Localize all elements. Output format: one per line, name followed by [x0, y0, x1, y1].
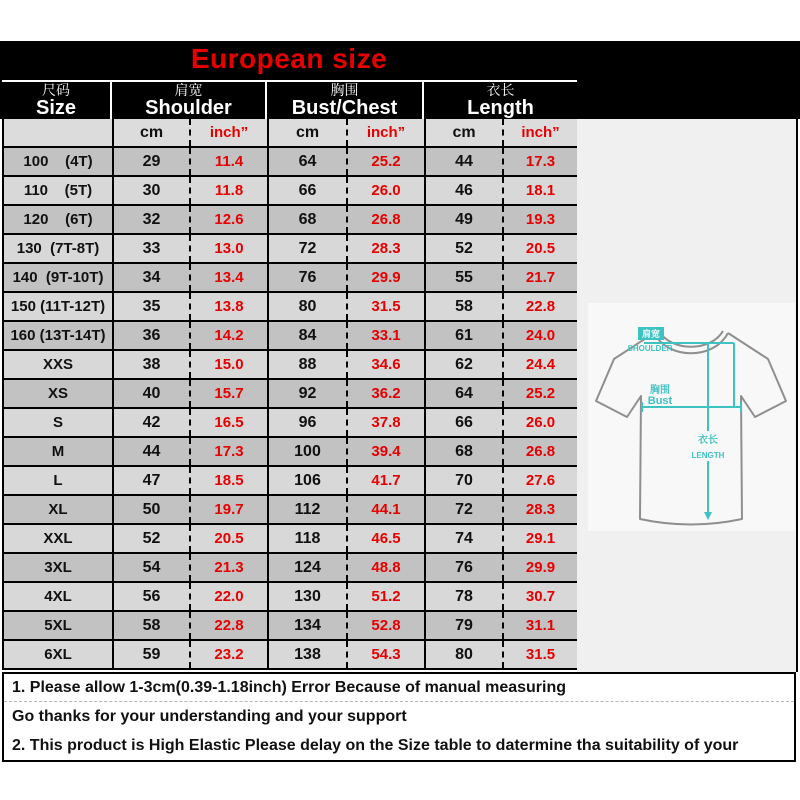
- inch-value-cell: 31.1: [502, 612, 577, 639]
- cm-value-cell: 49: [424, 206, 502, 233]
- size-cell: 160 (13T-14T): [10, 327, 106, 344]
- column-header-size-cn: 尺码: [42, 82, 70, 98]
- column-header-shoulder-cn: 肩宽: [174, 82, 203, 98]
- inch-value-cell: 51.2: [346, 583, 424, 610]
- inch-value-cell: 28.3: [346, 235, 424, 262]
- cm-value-cell: 54: [112, 554, 189, 581]
- inch-value-cell: 13.8: [189, 293, 267, 320]
- cm-value-cell: 52: [112, 525, 189, 552]
- inch-value-cell: 34.6: [346, 351, 424, 378]
- table-row: [4, 409, 579, 438]
- cm-value-cell: 76: [424, 554, 502, 581]
- inch-value-cell: 19.3: [502, 206, 577, 233]
- size-cell: 150 (11T-12T): [10, 298, 106, 315]
- inch-value-cell: 14.2: [189, 322, 267, 349]
- table-row: [4, 467, 579, 496]
- column-header-bust-cn: 胸围: [330, 82, 359, 98]
- notes-section: [2, 672, 796, 762]
- size-cell: XS: [47, 385, 68, 402]
- table-row: [4, 554, 579, 583]
- length-label-cn: 衣长: [698, 435, 718, 446]
- inch-value-cell: 46.5: [346, 525, 424, 552]
- size-cell: 130 (7T-8T): [16, 240, 100, 257]
- inch-value-cell: 27.6: [502, 467, 577, 494]
- shoulder-label-en: SHOULDER: [627, 344, 673, 353]
- inch-value-cell: 52.8: [346, 612, 424, 639]
- page-title: European size: [190, 43, 388, 74]
- column-header-size-en: Size: [35, 97, 77, 119]
- column-header-length-en: Length: [467, 97, 534, 119]
- cm-value-cell: 72: [267, 235, 346, 262]
- table-row: [4, 583, 579, 612]
- size-cell: XXS: [42, 356, 73, 373]
- table-row: [4, 206, 579, 235]
- size-cell: [4, 119, 112, 146]
- table-row: [4, 177, 579, 206]
- inch-value-cell: 13.0: [189, 235, 267, 262]
- inch-value-cell: 15.0: [189, 351, 267, 378]
- column-header-shoulder: [110, 82, 265, 119]
- size-cell: M: [51, 443, 65, 460]
- cm-value-cell: 47: [112, 467, 189, 494]
- cm-value-cell: 42: [112, 409, 189, 436]
- inch-value-cell: 23.2: [189, 641, 267, 668]
- size-cell: S: [52, 414, 63, 431]
- cm-value-cell: 80: [267, 293, 346, 320]
- size-cell: 4XL: [44, 588, 72, 605]
- inch-value-cell: 26.8: [346, 206, 424, 233]
- size-table: [2, 119, 581, 670]
- cm-value-cell: 62: [424, 351, 502, 378]
- table-row: [4, 496, 579, 525]
- cm-value-cell: 78: [424, 583, 502, 610]
- inch-value-cell: 31.5: [502, 641, 577, 668]
- size-cell: L: [53, 472, 63, 489]
- table-header-banner: [0, 41, 800, 119]
- cm-value-cell: 40: [112, 380, 189, 407]
- inch-value-cell: 17.3: [189, 438, 267, 465]
- cm-value-cell: 92: [267, 380, 346, 407]
- cm-value-cell: 76: [267, 264, 346, 291]
- inch-value-cell: 24.0: [502, 322, 577, 349]
- cm-value-cell: 138: [267, 641, 346, 668]
- table-row: [4, 380, 579, 409]
- inch-value-cell: 20.5: [189, 525, 267, 552]
- size-cell: 5XL: [44, 617, 72, 634]
- shoulder-label-cn: 肩宽: [641, 329, 661, 339]
- cm-value-cell: 36: [112, 322, 189, 349]
- table-row: [4, 264, 579, 293]
- inch-value-cell: 31.5: [346, 293, 424, 320]
- inch-value-cell: 11.4: [189, 148, 267, 175]
- cm-value-cell: 55: [424, 264, 502, 291]
- cm-value-cell: 106: [267, 467, 346, 494]
- column-header-bust: [265, 82, 422, 119]
- cm-value-cell: 35: [112, 293, 189, 320]
- cm-value-cell: 50: [112, 496, 189, 523]
- table-row: [4, 293, 579, 322]
- inch-value-cell: 25.2: [502, 380, 577, 407]
- cm-value-cell: 33: [112, 235, 189, 262]
- inch-value-cell: 26.0: [346, 177, 424, 204]
- table-row: [4, 525, 579, 554]
- cm-value-cell: 44: [424, 148, 502, 175]
- column-header-bust-en: Bust/Chest: [291, 97, 398, 119]
- cm-value-cell: 134: [267, 612, 346, 639]
- inch-value-cell: 18.5: [189, 467, 267, 494]
- cm-value-cell: cm: [112, 119, 189, 146]
- tshirt-diagram: [588, 303, 795, 531]
- table-row: [4, 641, 579, 670]
- cm-value-cell: 88: [267, 351, 346, 378]
- cm-value-cell: 79: [424, 612, 502, 639]
- note-line-3: 2. This product is High Elastic Please delay on the Size table to datermine tha suitability of your: [12, 737, 739, 754]
- inch-value-cell: 13.4: [189, 264, 267, 291]
- tshirt-outline-svg: [588, 303, 795, 531]
- inch-value-cell: 54.3: [346, 641, 424, 668]
- cm-value-cell: 46: [424, 177, 502, 204]
- table-row: [4, 351, 579, 380]
- cm-value-cell: 59: [112, 641, 189, 668]
- inch-value-cell: 12.6: [189, 206, 267, 233]
- cm-value-cell: 68: [267, 206, 346, 233]
- length-arrowhead: [704, 512, 712, 520]
- cm-value-cell: 58: [112, 612, 189, 639]
- table-row: [4, 438, 579, 467]
- tshirt-outline: [596, 331, 786, 525]
- inch-value-cell: 18.1: [502, 177, 577, 204]
- cm-value-cell: 38: [112, 351, 189, 378]
- cm-value-cell: 124: [267, 554, 346, 581]
- inch-value-cell: 36.2: [346, 380, 424, 407]
- inch-value-cell: 30.7: [502, 583, 577, 610]
- cm-value-cell: 68: [424, 438, 502, 465]
- measurement-lines: [642, 343, 741, 517]
- table-row: [4, 235, 579, 264]
- inch-value-cell: 37.8: [346, 409, 424, 436]
- inch-value-cell: 16.5: [189, 409, 267, 436]
- inch-value-cell: 41.7: [346, 467, 424, 494]
- column-header-length: [422, 82, 577, 119]
- inch-value-cell: inch”: [346, 119, 424, 146]
- inch-value-cell: 22.8: [502, 293, 577, 320]
- inch-value-cell: 29.9: [346, 264, 424, 291]
- size-cell: 120 (6T): [23, 211, 93, 228]
- inch-value-cell: 15.7: [189, 380, 267, 407]
- size-cell: 110 (5T): [23, 182, 93, 199]
- size-cell: 3XL: [44, 559, 72, 576]
- inch-value-cell: inch”: [189, 119, 267, 146]
- inch-value-cell: 26.8: [502, 438, 577, 465]
- cm-value-cell: 64: [424, 380, 502, 407]
- inch-value-cell: 20.5: [502, 235, 577, 262]
- inch-value-cell: 21.3: [189, 554, 267, 581]
- cm-value-cell: 66: [267, 177, 346, 204]
- size-cell: 140 (9T-10T): [12, 269, 104, 286]
- inch-value-cell: 19.7: [189, 496, 267, 523]
- inch-value-cell: 22.8: [189, 612, 267, 639]
- cm-value-cell: 32: [112, 206, 189, 233]
- size-cell: 6XL: [44, 646, 72, 663]
- column-header-shoulder-en: Shoulder: [145, 97, 232, 119]
- inch-value-cell: inch”: [502, 119, 577, 146]
- inch-value-cell: 22.0: [189, 583, 267, 610]
- cm-value-cell: 58: [424, 293, 502, 320]
- cm-value-cell: 112: [267, 496, 346, 523]
- cm-value-cell: 118: [267, 525, 346, 552]
- cm-value-cell: 100: [267, 438, 346, 465]
- length-label-en: LENGTH: [691, 451, 725, 460]
- column-header-length-cn: 衣长: [486, 82, 515, 98]
- note-line-1: 1. Please allow 1-3cm(0.39-1.18inch) Error Because of manual measuring: [4, 674, 794, 702]
- inch-value-cell: 25.2: [346, 148, 424, 175]
- size-cell: XXL: [43, 530, 73, 547]
- cm-value-cell: 72: [424, 496, 502, 523]
- inch-value-cell: 29.1: [502, 525, 577, 552]
- cm-value-cell: 30: [112, 177, 189, 204]
- bust-label-cn: 胸围: [650, 385, 670, 396]
- column-header-size: [2, 82, 110, 119]
- cm-value-cell: cm: [267, 119, 346, 146]
- cm-value-cell: 96: [267, 409, 346, 436]
- cm-value-cell: cm: [424, 119, 502, 146]
- inch-value-cell: 17.3: [502, 148, 577, 175]
- table-row: [4, 322, 579, 351]
- cm-value-cell: 74: [424, 525, 502, 552]
- unit-header-row: [4, 119, 579, 148]
- cm-value-cell: 52: [424, 235, 502, 262]
- bust-label-en: Bust: [647, 395, 673, 407]
- inch-value-cell: 21.7: [502, 264, 577, 291]
- inch-value-cell: 24.4: [502, 351, 577, 378]
- inch-value-cell: 28.3: [502, 496, 577, 523]
- inch-value-cell: 11.8: [189, 177, 267, 204]
- table-row: [4, 612, 579, 641]
- cm-value-cell: 64: [267, 148, 346, 175]
- size-cell: XL: [48, 501, 68, 518]
- inch-value-cell: 39.4: [346, 438, 424, 465]
- size-cell: 100 (4T): [23, 153, 93, 170]
- inch-value-cell: 48.8: [346, 554, 424, 581]
- cm-value-cell: 44: [112, 438, 189, 465]
- cm-value-cell: 61: [424, 322, 502, 349]
- inch-value-cell: 33.1: [346, 322, 424, 349]
- cm-value-cell: 130: [267, 583, 346, 610]
- inch-value-cell: 44.1: [346, 496, 424, 523]
- table-row: [4, 148, 579, 177]
- cm-value-cell: 70: [424, 467, 502, 494]
- cm-value-cell: 56: [112, 583, 189, 610]
- cm-value-cell: 34: [112, 264, 189, 291]
- column-group-headers: [2, 80, 577, 119]
- note-line-2: Go thanks for your understanding and your support: [12, 708, 407, 725]
- cm-value-cell: 29: [112, 148, 189, 175]
- inch-value-cell: 26.0: [502, 409, 577, 436]
- cm-value-cell: 84: [267, 322, 346, 349]
- cm-value-cell: 80: [424, 641, 502, 668]
- inch-value-cell: 29.9: [502, 554, 577, 581]
- cm-value-cell: 66: [424, 409, 502, 436]
